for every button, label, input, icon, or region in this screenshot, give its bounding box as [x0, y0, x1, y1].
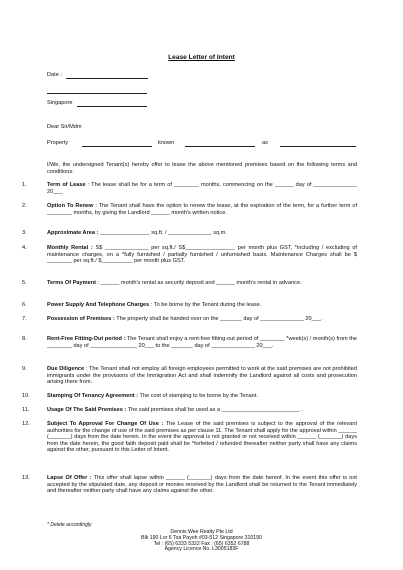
term-heading: Lapse Of Offer :: [47, 475, 92, 481]
term-text: S$ ______________ per sq.ft./ S$________________ per month plus GST, *including / excluding of maintenance charges, on a *fully furnished / partially furnished / unfurnished basis. Maintenance Charges shall be $ ________ per sq.ft./ $__________ per month plus GST.: [47, 245, 357, 265]
term-heading: Subject To Approval For Change Of Use :: [47, 421, 164, 427]
agency-licence: Agency Licence No. L3005183F: [164, 546, 239, 553]
as-label: as: [262, 140, 268, 146]
term-heading: Terms Of Payment: [47, 280, 97, 286]
term-heading: Usage Of The Said Premises :: [47, 407, 127, 413]
delete-note: * Delete accordingly: [47, 522, 92, 528]
term-item: [47, 245, 357, 265]
term-heading: Term of Lease: [47, 182, 86, 188]
term-number: 1.: [22, 182, 27, 188]
term-heading: Rent-Free Fitting-Out period :: [47, 336, 126, 342]
term-text: The Tenant shall enjoy a rent-free fitting-out period of ________ *week(s) / month(s) from the ________ day of _______________ 20___ to the _______ day of ______________ 20___.: [47, 336, 357, 349]
term-number: 7.: [22, 316, 27, 322]
property-label: Property: [47, 140, 69, 146]
term-number: 3.: [22, 230, 27, 236]
term-number: 10.: [22, 393, 30, 399]
term-number: 2.: [22, 203, 27, 209]
term-heading: Monthly Rental :: [47, 245, 93, 251]
address-line[interactable]: [47, 93, 147, 94]
known-label: known: [158, 140, 175, 146]
term-heading: Possession of Premises :: [47, 316, 115, 322]
postal-line[interactable]: [77, 106, 147, 107]
term-heading: Due Diligence: [47, 366, 85, 372]
term-item: [47, 393, 357, 400]
intro-paragraph: I/We, the undersigned Tenant(s) hereby offer to lease the above mentioned premises based on the following terms and conditions:: [47, 162, 357, 175]
term-text: The cost of stamping to be borne by the Tenant.: [139, 393, 258, 399]
document-title: Lease Letter of Intent: [168, 54, 235, 61]
date-line[interactable]: [66, 78, 148, 79]
term-text: : ______ month's rental as security deposit and ______ month's rental in advance.: [97, 280, 302, 286]
term-heading: Approximate Area :: [47, 230, 99, 236]
date-label: Date :: [47, 72, 62, 78]
term-number: 6.: [22, 302, 27, 308]
company-footer: [0, 530, 403, 553]
term-number: 11.: [22, 407, 30, 413]
company-address: Blk 190 Lor 6 Toa Payoh #03-512 Singapore 310190: [141, 534, 262, 541]
term-number: 5.: [22, 280, 27, 286]
term-item: [47, 475, 357, 495]
term-item: [47, 280, 357, 287]
term-item: [47, 182, 357, 195]
term-item: [47, 336, 357, 349]
term-text: This offer shall lapse within ______ (_______) days from the date hereof. In the event this offer is not accepted by the stipulated date, any deposit or monies received by the Landlord shall be returned to the Tenant immediately and thereafter neither party shall have any claims against the other.: [47, 475, 357, 495]
term-number: 12.: [22, 421, 30, 427]
term-number: 13.: [22, 475, 30, 481]
term-text: The said premises shall be used as a _________________________ .: [127, 407, 303, 413]
term-item: [47, 421, 357, 454]
company-phone: Tel : (65) 6333 5322 Fax : (65) 6352 6788: [153, 540, 250, 547]
term-item: [47, 302, 357, 309]
salutation: Dear Sir/Mdm: [47, 124, 82, 130]
known-line[interactable]: [185, 146, 255, 147]
term-item: [47, 407, 357, 414]
term-text: : The lease shall be for a term of ________ months, commencing on the ______ day of ______________ 20___: [47, 182, 357, 195]
term-number: 8.: [22, 336, 27, 342]
term-text: The Lease of the said premises is subject to the approval of the relevant authorities for the change of use of the said premises as per clause 11. The Tenant shall apply for the approval within ______ (_______) days from the date herein. In the event the approval is not granted or not received within ______ (_______) days from the date herein, the good faith deposit paid shall be *forfeited / refunded thereafter neither party shall have any claims against the other, pursuant to this Letter of Intent.: [47, 421, 358, 454]
term-item: [47, 366, 357, 386]
term-text: The property shall be handed over on the _______ day of ______________ 20___.: [116, 316, 323, 322]
term-text: : The Tenant shall not employ all foreign employees permitted to work at the said premises are not prohibited immigrants under the provisions of the Immigration Act and shall indemnify the Landlord against all costs and prosecution arising there from.: [47, 366, 357, 386]
term-heading: Option To Renew: [47, 203, 94, 209]
term-heading: Stamping Of Tenancy Agreement :: [47, 393, 139, 399]
term-item: [47, 316, 357, 323]
as-line[interactable]: [280, 146, 356, 147]
term-number: 9.: [22, 366, 27, 372]
term-text: : To be borne by the Tenant during the lease.: [150, 302, 262, 308]
term-text: ________________ sq.ft. / ______________ sq.m.: [99, 230, 227, 236]
term-item: [47, 230, 357, 237]
term-item: [47, 203, 357, 216]
term-heading: Power Supply And Telephone Charges: [47, 302, 150, 308]
company-name: Dennis Wee Realty Pte Ltd: [170, 529, 233, 535]
term-number: 4.: [22, 245, 27, 251]
term-text: : The Tenant shall have the option to renew the lease, at the expiration of the term, for a further term of ________ months, by giving the Landlord ______ month's written notice.: [47, 203, 358, 216]
property-line[interactable]: [82, 146, 152, 147]
country-text: Singapore: [47, 100, 73, 106]
